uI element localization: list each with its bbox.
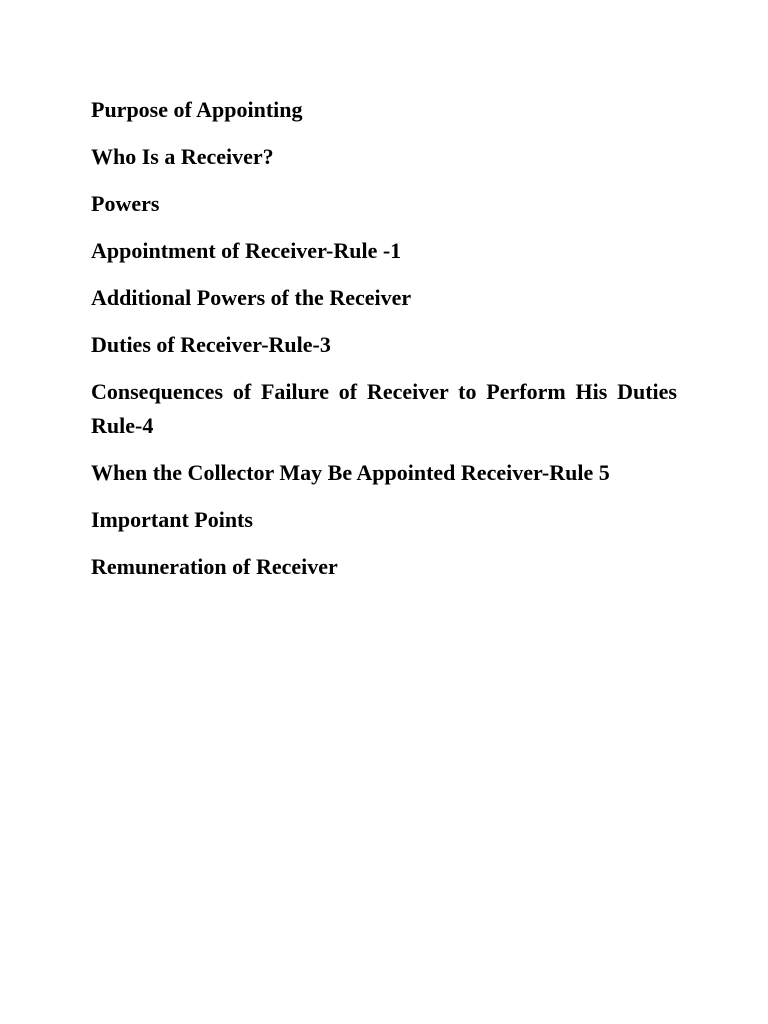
heading-duties-of-receiver: Duties of Receiver-Rule-3	[91, 332, 331, 357]
heading-collector-appointed-receiver: When the Collector May Be Appointed Receiver-Rule 5	[91, 460, 610, 485]
heading-remuneration-of-receiver: Remuneration of Receiver	[91, 554, 338, 579]
heading-additional-powers: Additional Powers of the Receiver	[91, 285, 412, 310]
heading-who-is-a-receiver: Who Is a Receiver?	[91, 144, 274, 169]
heading-list	[91, 93, 677, 597]
heading-consequences-of-failure: Consequences of Failure of Receiver to Perform His Duties Rule-4	[91, 379, 677, 438]
heading-appointment-of-receiver: Appointment of Receiver-Rule -1	[91, 238, 402, 263]
heading-important-points: Important Points	[91, 507, 253, 532]
heading-powers: Powers	[91, 191, 160, 216]
heading-purpose-of-appointing: Purpose of Appointing	[91, 97, 303, 122]
